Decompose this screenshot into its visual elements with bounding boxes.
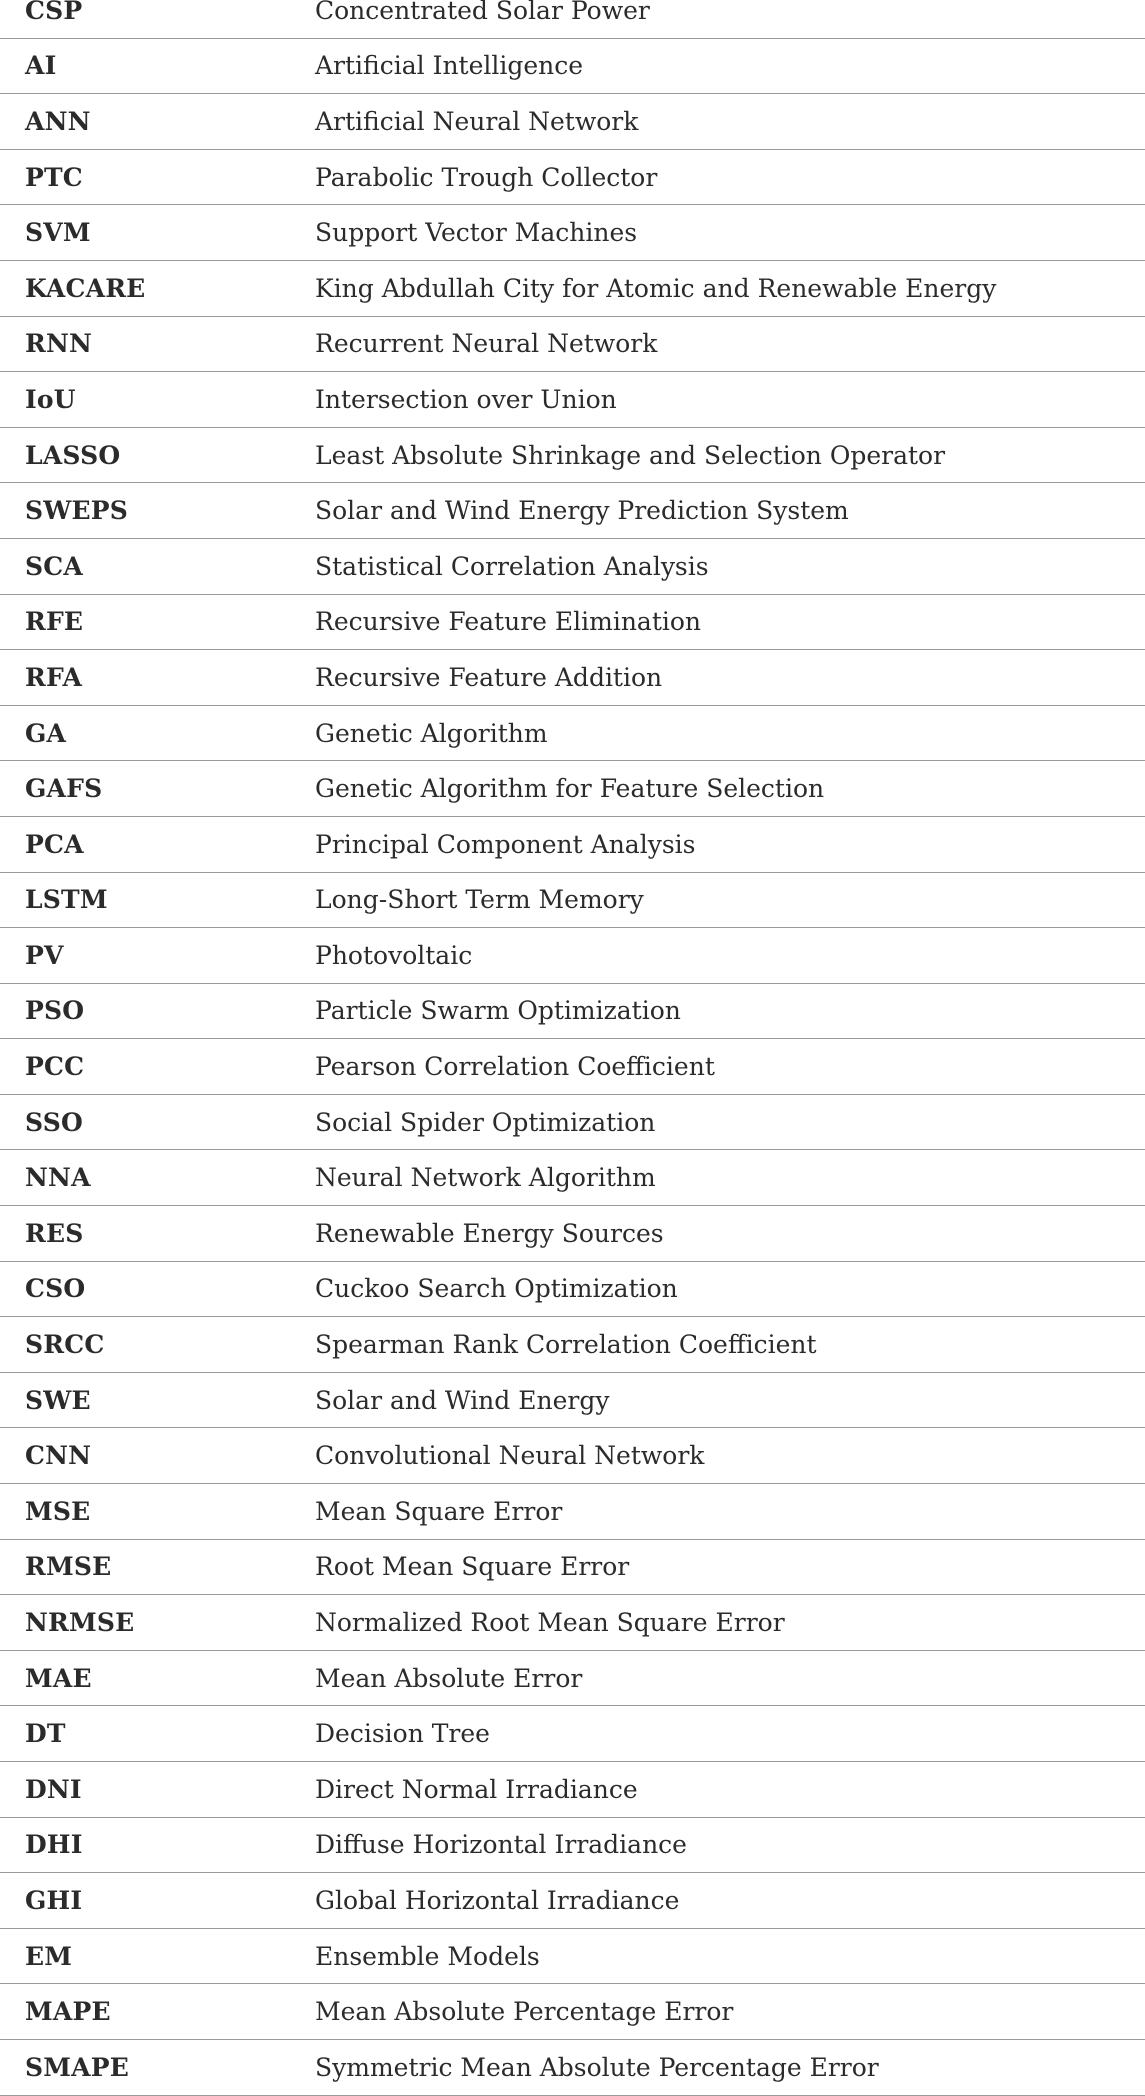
abbreviation-cell: EM: [25, 1941, 73, 1971]
definition-cell: Mean Absolute Percentage Error: [315, 1997, 734, 2027]
table-row: [0, 1762, 1145, 1818]
table-row: [0, 1651, 1145, 1707]
abbreviation-cell: RES: [25, 1218, 84, 1248]
table-row: [0, 928, 1145, 984]
abbreviation-cell: IoU: [25, 384, 76, 414]
abbreviation-cell: GHI: [25, 1885, 83, 1915]
table-row: [0, 1095, 1145, 1151]
table-row: [0, 873, 1145, 929]
definition-cell: Solar and Wind Energy Prediction System: [315, 496, 849, 526]
definition-cell: Genetic Algorithm: [315, 718, 548, 748]
definition-cell: Social Spider Optimization: [315, 1107, 656, 1137]
abbreviation-cell: DHI: [25, 1830, 83, 1860]
table-row: [0, 428, 1145, 484]
abbreviation-cell: CNN: [25, 1441, 92, 1471]
abbreviation-cell: RFA: [25, 662, 83, 692]
definition-cell: Diffuse Horizontal Irradiance: [315, 1830, 687, 1860]
table-row: [0, 1150, 1145, 1206]
definition-cell: Root Mean Square Error: [315, 1552, 630, 1582]
definition-cell: Intersection over Union: [315, 384, 617, 414]
definition-cell: Recursive Feature Addition: [315, 662, 663, 692]
definition-cell: Statistical Correlation Analysis: [315, 551, 709, 581]
definition-cell: Photovoltaic: [315, 940, 473, 970]
table-row: [0, 1929, 1145, 1985]
table-row: [0, 317, 1145, 373]
table-row: [0, 261, 1145, 317]
definition-cell: Spearman Rank Correlation Coefficient: [315, 1330, 817, 1360]
abbreviation-cell: PV: [25, 940, 64, 970]
abbreviation-cell: GA: [25, 718, 67, 748]
abbreviation-cell: RFE: [25, 607, 84, 637]
definition-cell: Genetic Algorithm for Feature Selection: [315, 774, 825, 804]
abbreviation-cell: PSO: [25, 996, 85, 1026]
abbreviation-cell: SRCC: [25, 1330, 105, 1360]
abbreviation-cell: MSE: [25, 1496, 91, 1526]
table-row: [0, 1706, 1145, 1762]
table-row: [0, 1818, 1145, 1874]
definition-cell: Support Vector Machines: [315, 218, 638, 248]
table-row: [0, 1595, 1145, 1651]
table-row: [0, 1873, 1145, 1929]
table-row: [0, 1262, 1145, 1318]
definition-cell: Cuckoo Search Optimization: [315, 1274, 678, 1304]
abbreviation-cell: SMAPE: [25, 2052, 129, 2082]
abbreviation-cell: PTC: [25, 162, 83, 192]
definition-cell: Artificial Neural Network: [315, 106, 639, 136]
definition-cell: Mean Absolute Error: [315, 1663, 583, 1693]
table-row: [0, 1540, 1145, 1596]
abbreviation-cell: RMSE: [25, 1552, 112, 1582]
abbreviation-cell: MAPE: [25, 1997, 111, 2027]
definition-cell: Particle Swarm Optimization: [315, 996, 681, 1026]
abbreviation-cell: DNI: [25, 1774, 82, 1804]
table-row: [0, 706, 1145, 762]
table-row: [0, 1206, 1145, 1262]
definition-cell: Principal Component Analysis: [315, 829, 696, 859]
abbreviation-cell: SWE: [25, 1385, 91, 1415]
definition-cell: Convolutional Neural Network: [315, 1441, 705, 1471]
table-row: [0, 984, 1145, 1040]
abbreviation-cell: CSP: [25, 0, 83, 25]
abbreviation-cell: KACARE: [25, 273, 146, 303]
table-row: [0, 0, 1145, 39]
abbreviation-cell: NRMSE: [25, 1608, 135, 1638]
definition-cell: Recurrent Neural Network: [315, 329, 658, 359]
abbreviation-cell: ANN: [25, 106, 91, 136]
table-row: [0, 650, 1145, 706]
abbreviation-cell: RNN: [25, 329, 93, 359]
table-row: [0, 372, 1145, 428]
table-row: [0, 2040, 1145, 2096]
definition-cell: Recursive Feature Elimination: [315, 607, 702, 637]
abbreviation-cell: MAE: [25, 1663, 92, 1693]
definition-cell: Neural Network Algorithm: [315, 1163, 656, 1193]
table-row: [0, 1317, 1145, 1373]
definition-cell: Renewable Energy Sources: [315, 1218, 664, 1248]
abbreviation-cell: NNA: [25, 1163, 91, 1193]
abbreviation-cell: LSTM: [25, 885, 108, 915]
definition-cell: Mean Square Error: [315, 1496, 563, 1526]
abbreviation-cell: LASSO: [25, 440, 121, 470]
table-row: [0, 483, 1145, 539]
abbreviation-cell: SVM: [25, 218, 91, 248]
table-row: [0, 1984, 1145, 2040]
definition-cell: Pearson Correlation Coefficient: [315, 1052, 715, 1082]
abbreviation-cell: SCA: [25, 551, 83, 581]
abbreviation-cell: PCA: [25, 829, 84, 859]
definition-cell: Global Horizontal Irradiance: [315, 1885, 680, 1915]
abbreviation-cell: SWEPS: [25, 496, 129, 526]
definition-cell: Parabolic Trough Collector: [315, 162, 658, 192]
table-row: [0, 205, 1145, 261]
definition-cell: Least Absolute Shrinkage and Selection Operator: [315, 440, 946, 470]
table-row: [0, 1428, 1145, 1484]
table-row: [0, 150, 1145, 206]
table-row: [0, 1373, 1145, 1429]
definition-cell: Direct Normal Irradiance: [315, 1774, 638, 1804]
definition-cell: Ensemble Models: [315, 1941, 540, 1971]
definition-cell: Concentrated Solar Power: [315, 0, 650, 25]
table-row: [0, 1484, 1145, 1540]
table-row: [0, 817, 1145, 873]
abbreviation-cell: AI: [25, 51, 57, 81]
abbreviation-cell: SSO: [25, 1107, 83, 1137]
table-row: [0, 595, 1145, 651]
definition-cell: Solar and Wind Energy: [315, 1385, 610, 1415]
definition-cell: King Abdullah City for Atomic and Renewable Energy: [315, 273, 997, 303]
abbreviation-cell: PCC: [25, 1052, 85, 1082]
table-row: [0, 39, 1145, 95]
abbreviation-cell: GAFS: [25, 774, 103, 804]
table-row: [0, 1039, 1145, 1095]
definition-cell: Normalized Root Mean Square Error: [315, 1608, 785, 1638]
table-row: [0, 761, 1145, 817]
table-row: [0, 94, 1145, 150]
abbreviation-cell: DT: [25, 1719, 66, 1749]
table-row: [0, 539, 1145, 595]
definition-cell: Artificial Intelligence: [315, 51, 584, 81]
definition-cell: Decision Tree: [315, 1719, 490, 1749]
definition-cell: Long-Short Term Memory: [315, 885, 644, 915]
definition-cell: Symmetric Mean Absolute Percentage Error: [315, 2052, 879, 2082]
abbreviation-cell: CSO: [25, 1274, 86, 1304]
